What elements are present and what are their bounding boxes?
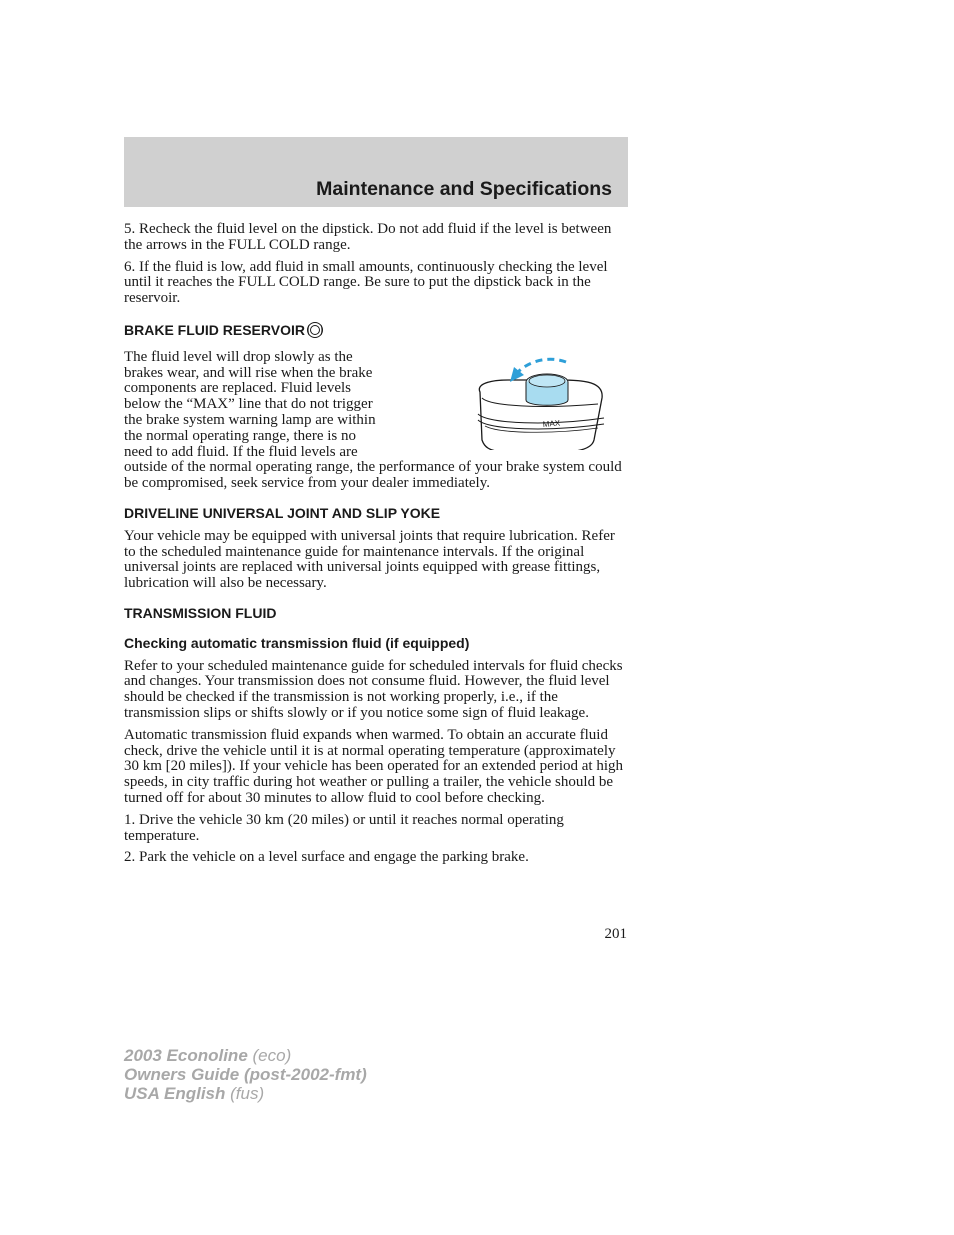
brake-reservoir-figure [390, 354, 630, 450]
section-header-band [124, 137, 628, 207]
step-6-paragraph: 6. If the fluid is low, add fluid in small amounts, continuously checking the level until it reaches the FULL COLD range. Be sure to put the dipstick back in the reservoir. [124, 258, 608, 307]
brake-fluid-paragraph: The fluid level will drop slowly as the brakes wear, and will rise when the brake components are replaced. Fluid levels below the “MAX” line that do not trigger the brake system warning lamp are within the normal operating range, there is no need to add fluid. If the fluid levels are outside of the normal operating range, the performance of your brake system could be compromised, seek service from your dealer immediately. [124, 348, 622, 492]
section-title: Maintenance and Specifications [316, 178, 612, 200]
brake-system-icon [306, 321, 324, 343]
checking-atf-subheading: Checking automatic transmission fluid (if equipped) [124, 634, 470, 651]
footer-guide: Owners Guide (post-2002-fmt) [124, 1065, 367, 1084]
document-footer [124, 1046, 367, 1103]
atf-step-2-paragraph: 2. Park the vehicle on a level surface and engage the parking brake. [124, 849, 529, 866]
footer-language-code: (fus) [230, 1084, 265, 1103]
footer-line-2 [124, 1065, 367, 1084]
driveline-heading: DRIVELINE UNIVERSAL JOINT AND SLIP YOKE [124, 504, 441, 521]
driveline-paragraph: Your vehicle may be equipped with universal joints that require lubrication. Refer to the scheduled maintenance guide for maintenance intervals. If the original universal joints are replaced with universal joints equipped with grease fittings, lubrication will also be necessary. [124, 527, 615, 592]
brake-reservoir-icon [390, 354, 630, 450]
brake-fluid-heading-text: BRAKE FLUID RESERVOIR [124, 321, 305, 338]
footer-model-code: (eco) [252, 1046, 292, 1065]
page-number: 201 [604, 926, 627, 942]
footer-model: 2003 Econoline [124, 1046, 248, 1065]
max-label: MAX [542, 418, 561, 429]
step-5-paragraph: 5. Recheck the fluid level on the dipstick. Do not add fluid if the level is between the arrows in the FULL COLD range. [124, 221, 612, 253]
atf-step-1-paragraph: 1. Drive the vehicle 30 km (20 miles) or until it reaches normal operating temperature. [124, 811, 564, 844]
footer-line-3 [124, 1084, 367, 1103]
page-content [124, 222, 630, 872]
footer-language: USA English [124, 1084, 226, 1103]
atf-intervals-paragraph: Refer to your scheduled maintenance guide for scheduled intervals for fluid checks and changes. Your transmission does not consume fluid. However, the fluid level should be checked if the transmission is not working properly, i.e., if the transmission slips or shifts slowly or if you notice some sign of fluid leakage. [124, 657, 623, 721]
transmission-fluid-heading: TRANSMISSION FLUID [124, 604, 277, 621]
brake-fluid-heading [124, 321, 630, 343]
footer-line-1 [124, 1046, 367, 1065]
atf-expands-paragraph: Automatic transmission fluid expands when warmed. To obtain an accurate fluid check, drive the vehicle until it is at normal operating temperature (approximately 30 km [20 miles]). If your vehicle has been operated for an extended period at high speeds, in city traffic during hot weather or pulling a trailer, the vehicle should be turned off for about 30 minutes to allow fluid to cool before checking. [124, 726, 623, 806]
